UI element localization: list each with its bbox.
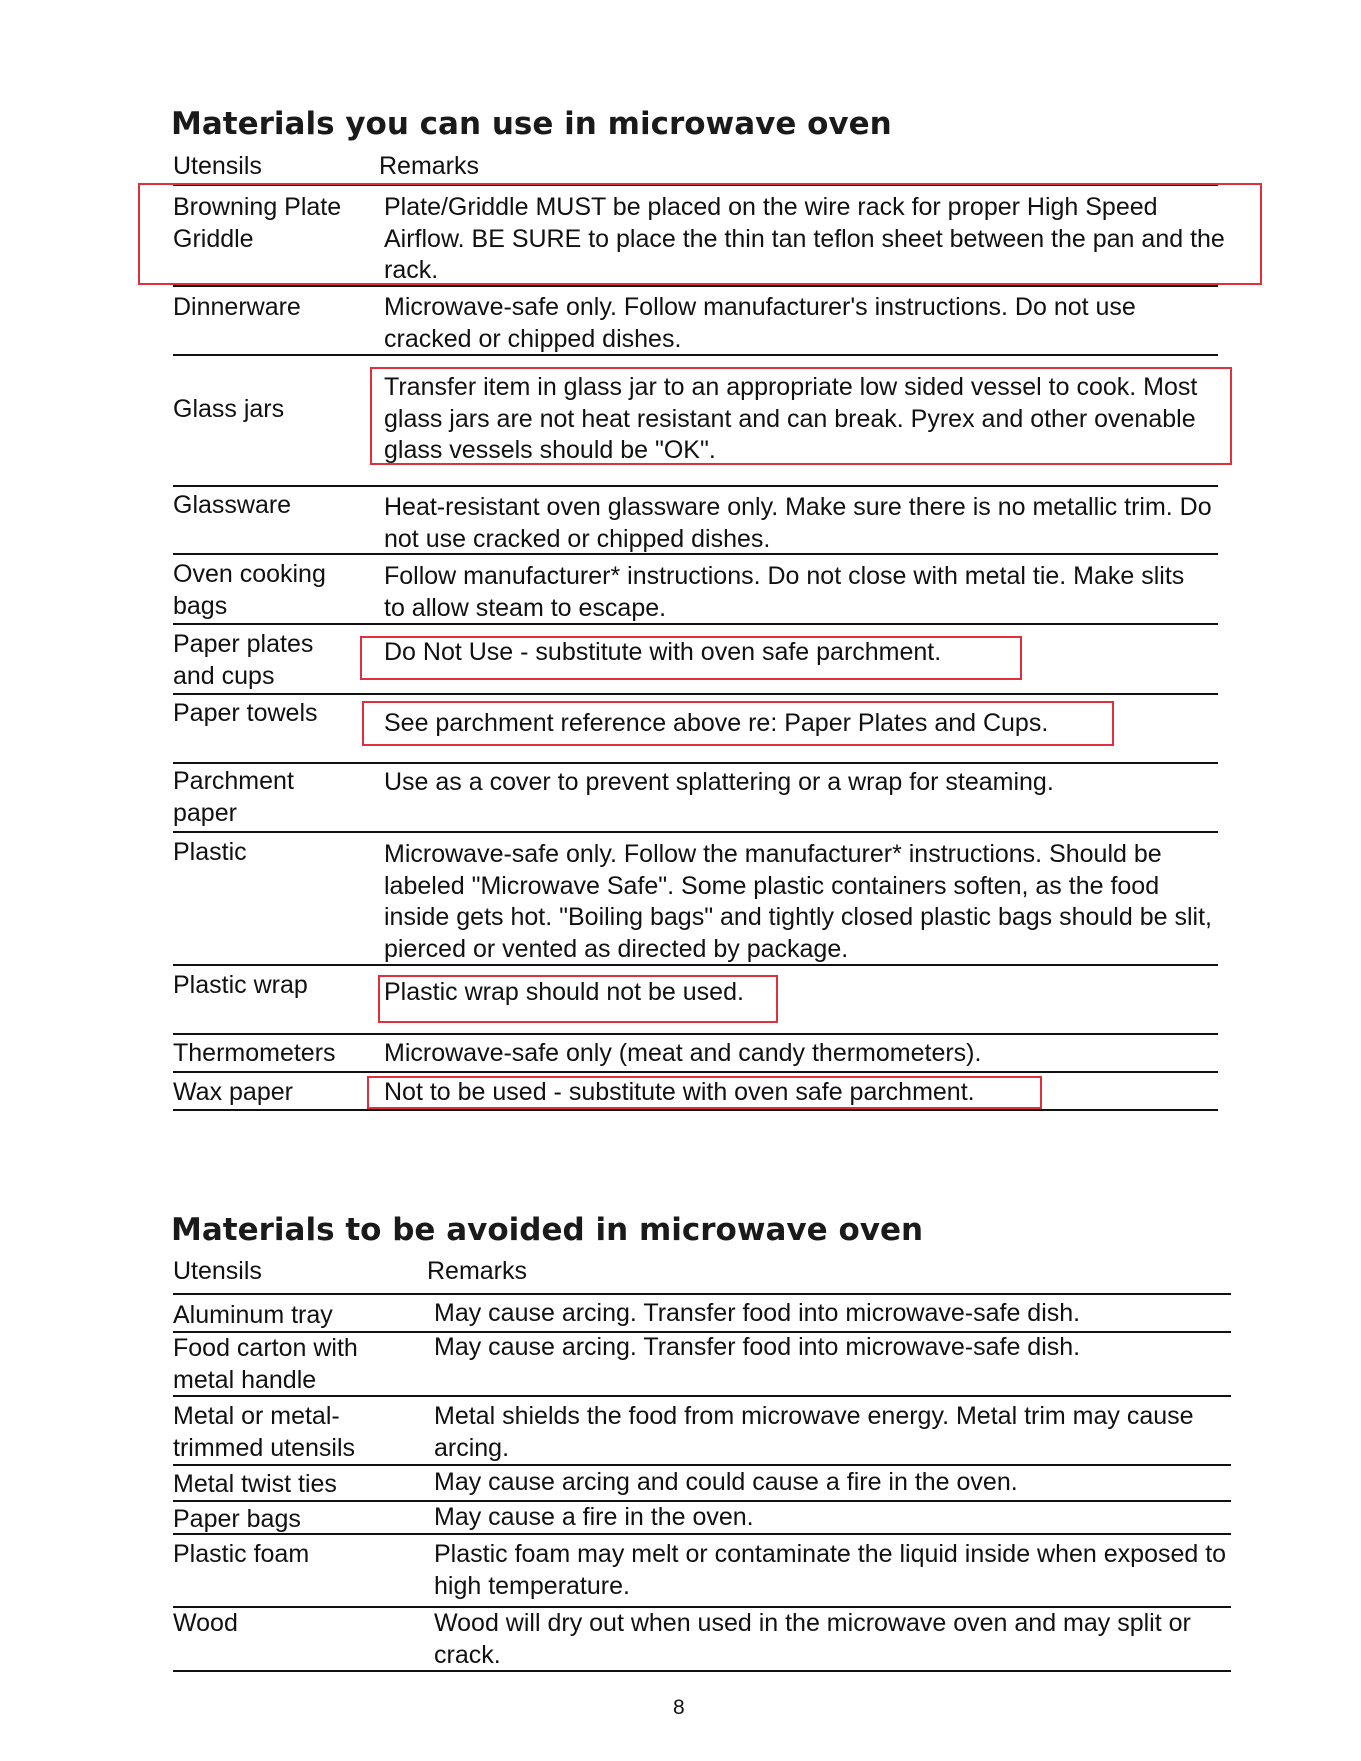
avoid-remark-wood: Wood will dry out when used in the microwave oven and may split or crack. — [434, 1609, 1191, 1669]
avoid-remark-paper-bags: May cause a fire in the oven. — [434, 1503, 754, 1531]
highlight-box — [362, 701, 1114, 746]
highlight-box — [370, 367, 1232, 465]
use-remark-parchment-paper: Use as a cover to prevent splattering or a wrap for steaming. — [384, 768, 1054, 796]
use-col-utensils-header: Utensils — [173, 152, 262, 180]
avoid-col-utensils-header: Utensils — [173, 1257, 262, 1285]
table-rule — [173, 1533, 1231, 1535]
use-remark-paper-plates: Do Not Use - substitute with oven safe parchment. — [384, 638, 942, 666]
avoid-remark-plastic-foam: Plastic foam may melt or contaminate the liquid inside when exposed to high temperature. — [434, 1540, 1227, 1600]
avoid-utensil-paper-bags: Paper bags — [173, 1505, 301, 1533]
use-utensil-wax-paper: Wax paper — [173, 1078, 293, 1106]
highlight-box — [378, 975, 778, 1023]
highlight-box — [367, 1076, 1042, 1109]
table-rule — [173, 285, 1218, 287]
table-rule — [173, 1109, 1218, 1111]
use-remark-glassware: Heat-resistant oven glassware only. Make sure there is no metallic trim. Do not use cracked or chipped dishes. — [384, 493, 1212, 553]
table-rule — [173, 354, 1218, 356]
highlight-box — [138, 183, 1262, 285]
table-rule — [173, 623, 1218, 625]
use-utensil-paper-towels: Paper towels — [173, 699, 318, 727]
avoid-utensil-twist-ties: Metal twist ties — [173, 1470, 337, 1498]
avoid-utensil-aluminum-tray: Aluminum tray — [173, 1301, 333, 1329]
table-rule — [173, 1464, 1231, 1466]
use-utensil-glass-jars: Glass jars — [173, 395, 285, 423]
table-rule — [173, 553, 1218, 555]
use-remark-paper-towels: See parchment reference above re: Paper Plates and Cups. — [384, 709, 1049, 737]
avoid-remark-aluminum-tray: May cause arcing. Transfer food into microwave-safe dish. — [434, 1299, 1081, 1327]
avoid-col-remarks-header: Remarks — [427, 1257, 528, 1285]
use-col-remarks-header: Remarks — [379, 152, 480, 180]
avoid-section-title: Materials to be avoided in microwave oven — [171, 1212, 924, 1248]
page-number: 8 — [673, 1696, 685, 1719]
table-rule — [173, 485, 1218, 487]
use-utensil-dinnerware: Dinnerware — [173, 293, 301, 321]
use-utensil-plastic-wrap: Plastic wrap — [173, 971, 308, 999]
table-rule — [173, 1395, 1231, 1397]
table-rule — [173, 693, 1218, 695]
use-utensil-oven-cooking-bags: Oven cooking bags — [173, 560, 326, 620]
table-rule — [173, 762, 1218, 764]
highlight-box — [360, 636, 1022, 680]
use-remark-glass-jars: Transfer item in glass jar to an appropriate low sided vessel to cook. Most glass jars are not heat resistant and can break. Pyrex and other ovenable glass vessels should be "OK". — [384, 373, 1198, 464]
use-remark-dinnerware: Microwave-safe only. Follow manufacturer's instructions. Do not use cracked or chipped dishes. — [384, 293, 1136, 353]
use-remark-plastic-wrap: Plastic wrap should not be used. — [384, 978, 744, 1006]
table-rule — [173, 1071, 1218, 1073]
avoid-utensil-wood: Wood — [173, 1609, 238, 1637]
use-remark-oven-cooking-bags: Follow manufacturer* instructions. Do not close with metal tie. Make slits to allow steam to escape. — [384, 562, 1185, 622]
table-rule — [173, 1670, 1231, 1672]
avoid-utensil-metal-utensils: Metal or metal-trimmed utensils — [173, 1402, 355, 1462]
avoid-remark-twist-ties: May cause arcing and could cause a fire in the oven. — [434, 1468, 1018, 1496]
use-utensil-browning-plate: Browning Plate Griddle — [173, 193, 342, 253]
use-remark-plastic: Microwave-safe only. Follow the manufacturer* instructions. Should be labeled "Microwave Safe". Some plastic containers soften, as the food inside gets hot. "Boiling bags" and tightly closed plastic bags should be slit, pierced or vented as directed by package. — [384, 840, 1212, 963]
use-remark-wax-paper: Not to be used - substitute with oven safe parchment. — [384, 1078, 975, 1106]
avoid-remark-food-carton: May cause arcing. Transfer food into microwave-safe dish. — [434, 1333, 1081, 1361]
table-rule — [173, 1293, 1231, 1295]
avoid-utensil-food-carton: Food carton with metal handle — [173, 1334, 358, 1394]
avoid-remark-metal-utensils: Metal shields the food from microwave energy. Metal trim may cause arcing. — [434, 1402, 1194, 1462]
use-utensil-thermometers: Thermometers — [173, 1039, 336, 1067]
use-remark-thermometers: Microwave-safe only (meat and candy thermometers). — [384, 1039, 982, 1067]
table-rule — [173, 1033, 1218, 1035]
use-utensil-plastic: Plastic — [173, 838, 247, 866]
use-section-title: Materials you can use in microwave oven — [171, 106, 892, 142]
use-utensil-parchment-paper: Parchment paper — [173, 767, 294, 827]
use-remark-browning-plate: Plate/Griddle MUST be placed on the wire rack for proper High Speed Airflow. BE SURE to place the thin tan teflon sheet between the pan and the rack. — [384, 193, 1225, 284]
use-utensil-glassware: Glassware — [173, 491, 292, 519]
table-rule — [173, 831, 1218, 833]
avoid-utensil-plastic-foam: Plastic foam — [173, 1540, 310, 1568]
use-utensil-paper-plates: Paper plates and cups — [173, 630, 314, 690]
table-rule — [173, 964, 1218, 966]
